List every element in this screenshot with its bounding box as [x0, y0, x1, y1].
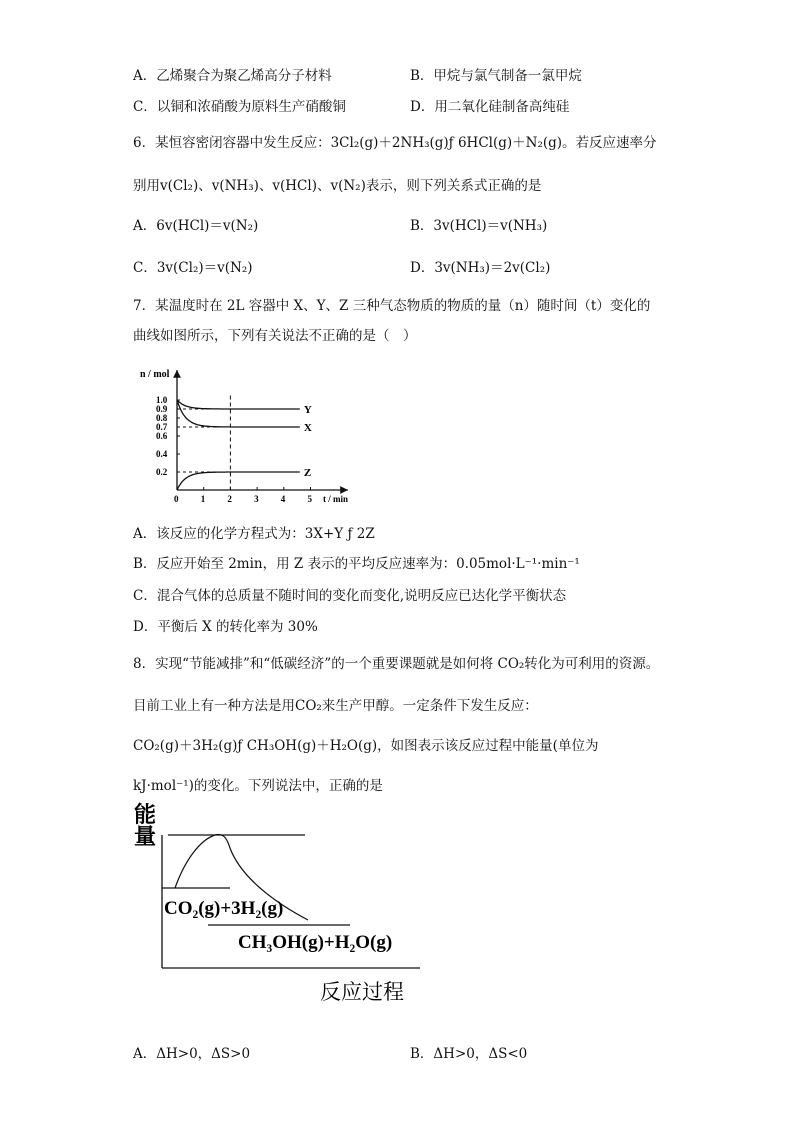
q6-stem-line-1: 6．某恒容密闭容器中发生反应：3Cl₂(g)＋2NH₃(g)ƒ 6HCl(g)＋N₂(g)。若反应速率分 [133, 135, 657, 151]
y-tick-label: 0.6 [156, 431, 168, 441]
y-tick-label: 0.7 [156, 422, 168, 432]
x-tick-label: 0 [174, 494, 179, 504]
q7-stem-line-2: 曲线如图所示，下列有关说法不正确的是（ ） [133, 328, 417, 344]
q7-option-b: B．反应开始至 2min，用 Z 表示的平均反应速率为：0.05mol·L⁻¹·min⁻¹ [133, 556, 580, 572]
x-tick-label: 4 [280, 494, 286, 504]
q6-option-d: D．3v(NH₃)＝2v(Cl₂) [410, 260, 551, 276]
series-line-z [177, 472, 300, 490]
series-label-y: Y [303, 404, 312, 416]
q7-stem-line-1: 7．某温度时在 2L 容器中 X、Y、Z 三种气态物质的物质的量（n）随时间（t）变化的 [133, 298, 651, 314]
q8-option-a: A．ΔH>0，ΔS>0 [133, 1046, 251, 1062]
x-tick-label: 3 [254, 494, 259, 504]
products-label: CH₃OH(g)+H₂O(g) [238, 932, 393, 953]
q5-option-a: A．乙烯聚合为聚乙烯高分子材料 [133, 68, 332, 84]
y-tick-label: 0.4 [156, 449, 168, 459]
y-tick-label: 0.9 [156, 404, 168, 414]
q5-option-c: C．以铜和浓硝酸为原料生产硝酸铜 [133, 99, 346, 115]
q7-amount-time-chart [130, 362, 360, 504]
q5-option-d: D．用二氧化硅制备高纯硅 [410, 99, 570, 115]
y-tick-label: 0.8 [156, 413, 168, 423]
series-label-z: Z [303, 467, 312, 479]
q7-option-d: D．平衡后 X 的转化率为 30% [133, 619, 318, 635]
q5-option-b: B．甲烷与氯气制备一氯甲烷 [410, 68, 582, 84]
q6-stem-line-2: 别用v(Cl₂)、v(NH₃)、v(HCl)、v(N₂)表示，则下列关系式正确的是 [133, 178, 542, 194]
y-tick-label: 0.2 [156, 467, 168, 477]
q7-option-c: C．混合气体的总质量不随时间的变化而变化,说明反应已达化学平衡状态 [133, 588, 567, 604]
energy-axis-label-1: 能 [134, 802, 157, 828]
q8-stem-line-3: CO₂(g)＋3H₂(g)ƒ CH₃OH(g)＋H₂O(g)，如图表示该反应过程中能量(单位为 [133, 738, 599, 754]
series-line-y [177, 400, 300, 409]
energy-axis-label-2: 量 [134, 824, 157, 850]
q6-option-b: B．3v(HCl)＝v(NH₃) [410, 218, 548, 234]
q8-stem-line-4: kJ·mol⁻¹)的变化。下列说法中，正确的是 [133, 778, 383, 794]
q6-option-c: C．3v(Cl₂)＝v(N₂) [133, 260, 253, 276]
x-tick-label: 5 [307, 494, 312, 504]
q8-stem-line-1: 8．实现“节能减排”和“低碳经济”的一个重要课题就是如何将 CO₂转化为可利用的资源。 [133, 656, 660, 672]
x-tick-label: 2 [227, 494, 232, 504]
reaction-process-label: 反应过程 [320, 980, 404, 1004]
q8-option-b: B．ΔH>0，ΔS<0 [410, 1046, 528, 1062]
q8-energy-diagram [130, 800, 430, 1010]
x-axis-label: t / min [323, 494, 349, 504]
series-line-x [177, 400, 300, 427]
series-label-x: X [303, 422, 312, 434]
y-axis-label: n / mol [140, 369, 170, 380]
x-tick-label: 1 [200, 494, 206, 504]
q6-option-a: A．6v(HCl)＝v(N₂) [133, 218, 259, 234]
reactants-label: CO₂(g)+3H₂(g) [164, 898, 284, 919]
q8-stem-line-2: 目前工业上有一种方法是用CO₂来生产甲醇。一定条件下发生反应： [133, 698, 538, 714]
q7-option-a: A．该反应的化学方程式为：3X+Y ƒ 2Z [133, 526, 375, 542]
y-tick-label: 1.0 [156, 395, 168, 405]
